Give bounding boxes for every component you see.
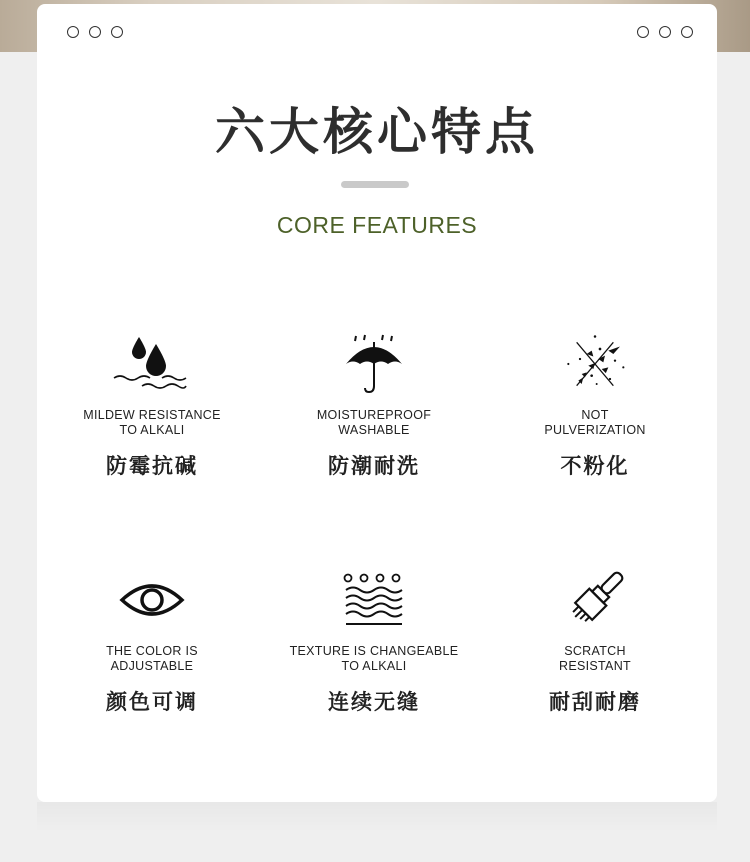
features-card: [37, 4, 717, 802]
title-divider: [341, 181, 409, 188]
feature-en-line1: NOT: [581, 408, 609, 422]
feature-zh-label: 连续无缝: [328, 690, 420, 714]
feature-color-adjustable: [41, 570, 263, 716]
dot-icon: [89, 26, 101, 38]
dot-icon: [659, 26, 671, 38]
feature-scratch-resistant: [484, 570, 706, 716]
dot-icon: [637, 26, 649, 38]
page-title: 六大核心特点: [215, 103, 539, 161]
water-drop-icon: [112, 334, 192, 394]
feature-zh-label: 防霉抗碱: [106, 454, 198, 478]
feature-en-line2: TO ALKALI: [341, 659, 407, 673]
feature-en-line2: WASHABLE: [338, 423, 410, 437]
feature-moistureproof: [263, 334, 485, 480]
feature-en-line1: THE COLOR IS: [106, 644, 198, 658]
feature-texture-changeable: [263, 570, 485, 716]
window-dots-left: [67, 26, 123, 38]
feature-zh-label: 颜色可调: [106, 690, 198, 714]
feature-zh-label: 耐刮耐磨: [549, 690, 641, 714]
feature-zh-label: 防潮耐洗: [328, 454, 420, 478]
feature-en-line2: PULVERIZATION: [544, 423, 646, 437]
feature-zh-label: 不粉化: [560, 454, 630, 478]
page-subtitle: CORE FEATURES: [276, 212, 478, 238]
window-dots-right: [637, 26, 693, 38]
eye-icon: [112, 570, 192, 630]
dot-icon: [111, 26, 123, 38]
texture-waves-icon: [334, 570, 414, 630]
feature-en-line2: RESISTANT: [559, 659, 631, 673]
feature-en-line2: TO ALKALI: [119, 423, 185, 437]
feature-en-line1: MILDEW RESISTANCE: [83, 408, 221, 422]
dust-particles-icon: [555, 334, 635, 394]
paint-brush-icon: [555, 570, 635, 630]
feature-en-line1: SCRATCH: [564, 644, 626, 658]
card-shadow: [37, 802, 717, 832]
feature-en-line1: TEXTURE IS CHANGEABLE: [289, 644, 459, 658]
feature-en-line2: ADJUSTABLE: [110, 659, 194, 673]
umbrella-icon: [334, 334, 414, 394]
feature-mildew: [41, 334, 263, 480]
dot-icon: [681, 26, 693, 38]
dot-icon: [67, 26, 79, 38]
feature-en-line1: MOISTUREPROOF: [316, 408, 432, 422]
feature-not-pulverization: [484, 334, 706, 480]
